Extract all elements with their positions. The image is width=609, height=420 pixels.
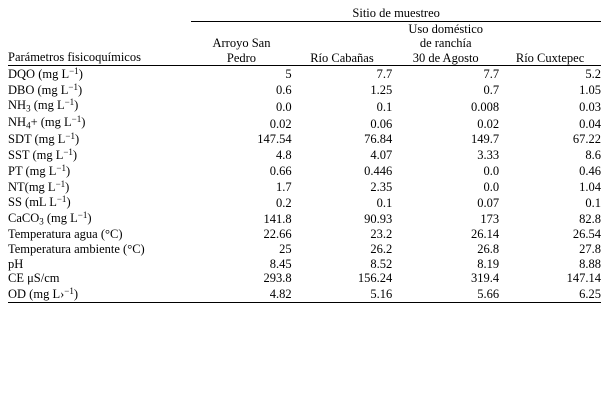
row-parameter: SDT (mg $L^{-1}$) xyxy=(8,131,80,147)
row-value: 0.03 xyxy=(579,99,601,114)
row-value: 3.33 xyxy=(477,148,500,163)
row-value: 67.22 xyxy=(572,132,601,147)
row-value: 0.02 xyxy=(477,116,500,131)
row-value: 293.8 xyxy=(263,271,292,286)
table-row xyxy=(8,242,601,257)
row-value: 26.14 xyxy=(470,227,500,242)
row-value: 173 xyxy=(480,212,500,227)
row-value: 27.8 xyxy=(579,241,601,256)
row-parameter: SS (mL $L^{-1}$) xyxy=(8,194,71,210)
row-value: 8.19 xyxy=(477,256,500,271)
row-value: 5 xyxy=(285,66,292,81)
row-value: 5.66 xyxy=(392,286,499,302)
row-value: 0.07 xyxy=(477,195,500,210)
row-value: 22.66 xyxy=(263,227,292,242)
row-parameter: $NH_4+ (mg$ $L^{-1}$) xyxy=(8,114,86,131)
row-value: 0.008 xyxy=(470,99,500,114)
row-value: 6.25 xyxy=(499,286,601,302)
row-value: 0.1 xyxy=(376,99,393,114)
row-parameter: DBO (mg $L^{-1}$) xyxy=(8,81,83,97)
table-row xyxy=(8,82,601,98)
column-header-site-1-line-2: Pedro xyxy=(226,50,257,65)
row-value: 0.0 xyxy=(276,99,292,114)
row-value: 0.1 xyxy=(376,195,393,210)
table-row xyxy=(8,194,601,210)
table-row xyxy=(8,131,601,147)
row-value: 8.6 xyxy=(585,148,601,163)
row-value: 26.54 xyxy=(572,227,601,242)
row-value: 0.0 xyxy=(483,179,500,194)
column-header-site-3 xyxy=(392,21,499,65)
row-parameter: PT (mg $L^{-1}$) xyxy=(8,162,71,178)
row-value: 7.7 xyxy=(376,66,393,81)
row-parameter: CaCO$_3$ (mg $L^{-1}$) xyxy=(8,210,92,227)
measurement-table xyxy=(8,6,601,303)
column-header-row xyxy=(8,21,601,65)
row-value: 1.7 xyxy=(276,179,292,194)
row-value: 8.88 xyxy=(579,256,601,271)
row-value: 25 xyxy=(279,241,292,256)
row-value: 141.8 xyxy=(263,212,292,227)
row-parameter: Temperatura ambiente (°C) xyxy=(8,241,145,256)
row-value: 1.04 xyxy=(579,179,601,194)
row-parameter: CE μS/cm xyxy=(8,271,60,286)
column-header-site-1-line-1: Arroyo San xyxy=(212,36,271,51)
row-value: 0.6 xyxy=(276,82,292,97)
group-header-row xyxy=(8,6,601,21)
table-row xyxy=(8,227,601,242)
row-parameter: SST (mg $L^{-1}$) xyxy=(8,147,78,163)
table-row xyxy=(8,97,601,114)
row-value: 149.7 xyxy=(470,132,500,147)
row-value: 4.8 xyxy=(276,148,292,163)
row-value: 156.24 xyxy=(357,271,393,286)
row-value: 0.0 xyxy=(483,163,500,178)
row-parameter: OD (mg L›$^{-1}$) xyxy=(8,286,191,302)
row-value: 5.2 xyxy=(585,66,601,81)
row-value: 82.8 xyxy=(579,212,601,227)
row-value: 0.1 xyxy=(585,195,601,210)
row-value: 5.16 xyxy=(292,286,393,302)
row-parameter: $NH_3$ (mg $L^{-1}$) xyxy=(8,97,79,114)
row-value: 1.05 xyxy=(579,82,601,97)
row-value: 1.25 xyxy=(370,82,393,97)
row-value: 26.2 xyxy=(370,241,393,256)
column-header-site-4-line-1: Río Cuxtepec xyxy=(515,50,585,65)
table-row xyxy=(8,286,601,302)
row-value: 23.2 xyxy=(370,227,393,242)
table-row xyxy=(8,65,601,81)
row-value: 0.2 xyxy=(276,195,292,210)
table-row xyxy=(8,163,601,179)
table-row xyxy=(8,179,601,195)
column-header-parameters: Parámetros fisicoquímicos xyxy=(8,21,191,65)
column-header-site-1 xyxy=(191,21,291,65)
row-value: 147.54 xyxy=(257,132,292,147)
group-header-label: Sitio de muestreo xyxy=(191,6,601,21)
row-value: 4.82 xyxy=(191,286,291,302)
row-value: 0.46 xyxy=(579,163,601,178)
table-row xyxy=(8,147,601,163)
row-value: 147.14 xyxy=(566,271,601,286)
column-header-site-4 xyxy=(499,21,601,65)
row-value: 8.45 xyxy=(269,256,292,271)
row-value: 319.4 xyxy=(470,271,500,286)
column-header-site-2-line-1: Río Cabañas xyxy=(310,50,374,65)
row-value: 76.84 xyxy=(364,132,393,147)
row-value: 0.446 xyxy=(364,163,393,178)
table-row xyxy=(8,210,601,227)
table-row xyxy=(8,114,601,131)
row-parameter: Temperatura agua (°C) xyxy=(8,227,123,242)
group-header-spacer xyxy=(8,6,191,21)
row-value: 26.8 xyxy=(477,241,500,256)
row-value: 2.35 xyxy=(370,179,393,194)
row-parameter: NT(mg $L^{-1}$) xyxy=(8,178,70,194)
row-parameter: pH xyxy=(8,256,24,271)
table-row xyxy=(8,271,601,286)
row-value: 8.52 xyxy=(370,256,393,271)
column-header-site-3-line-1: Uso doméstico xyxy=(408,21,484,36)
row-value: 4.07 xyxy=(370,148,393,163)
row-value: 0.66 xyxy=(269,163,292,178)
row-value: 0.02 xyxy=(269,116,292,131)
row-parameter: DQO (mg $L^{-1}$) xyxy=(8,65,83,81)
row-value: 0.04 xyxy=(579,116,601,131)
row-value: 7.7 xyxy=(483,66,500,81)
row-value: 0.7 xyxy=(483,82,500,97)
row-value: 90.93 xyxy=(364,212,393,227)
column-header-site-3-line-3: 30 de Agosto xyxy=(412,50,479,65)
column-header-site-3-line-2: de ranchía xyxy=(419,36,472,51)
row-value: 0.06 xyxy=(370,116,393,131)
table-row xyxy=(8,257,601,272)
column-header-site-2 xyxy=(292,21,393,65)
